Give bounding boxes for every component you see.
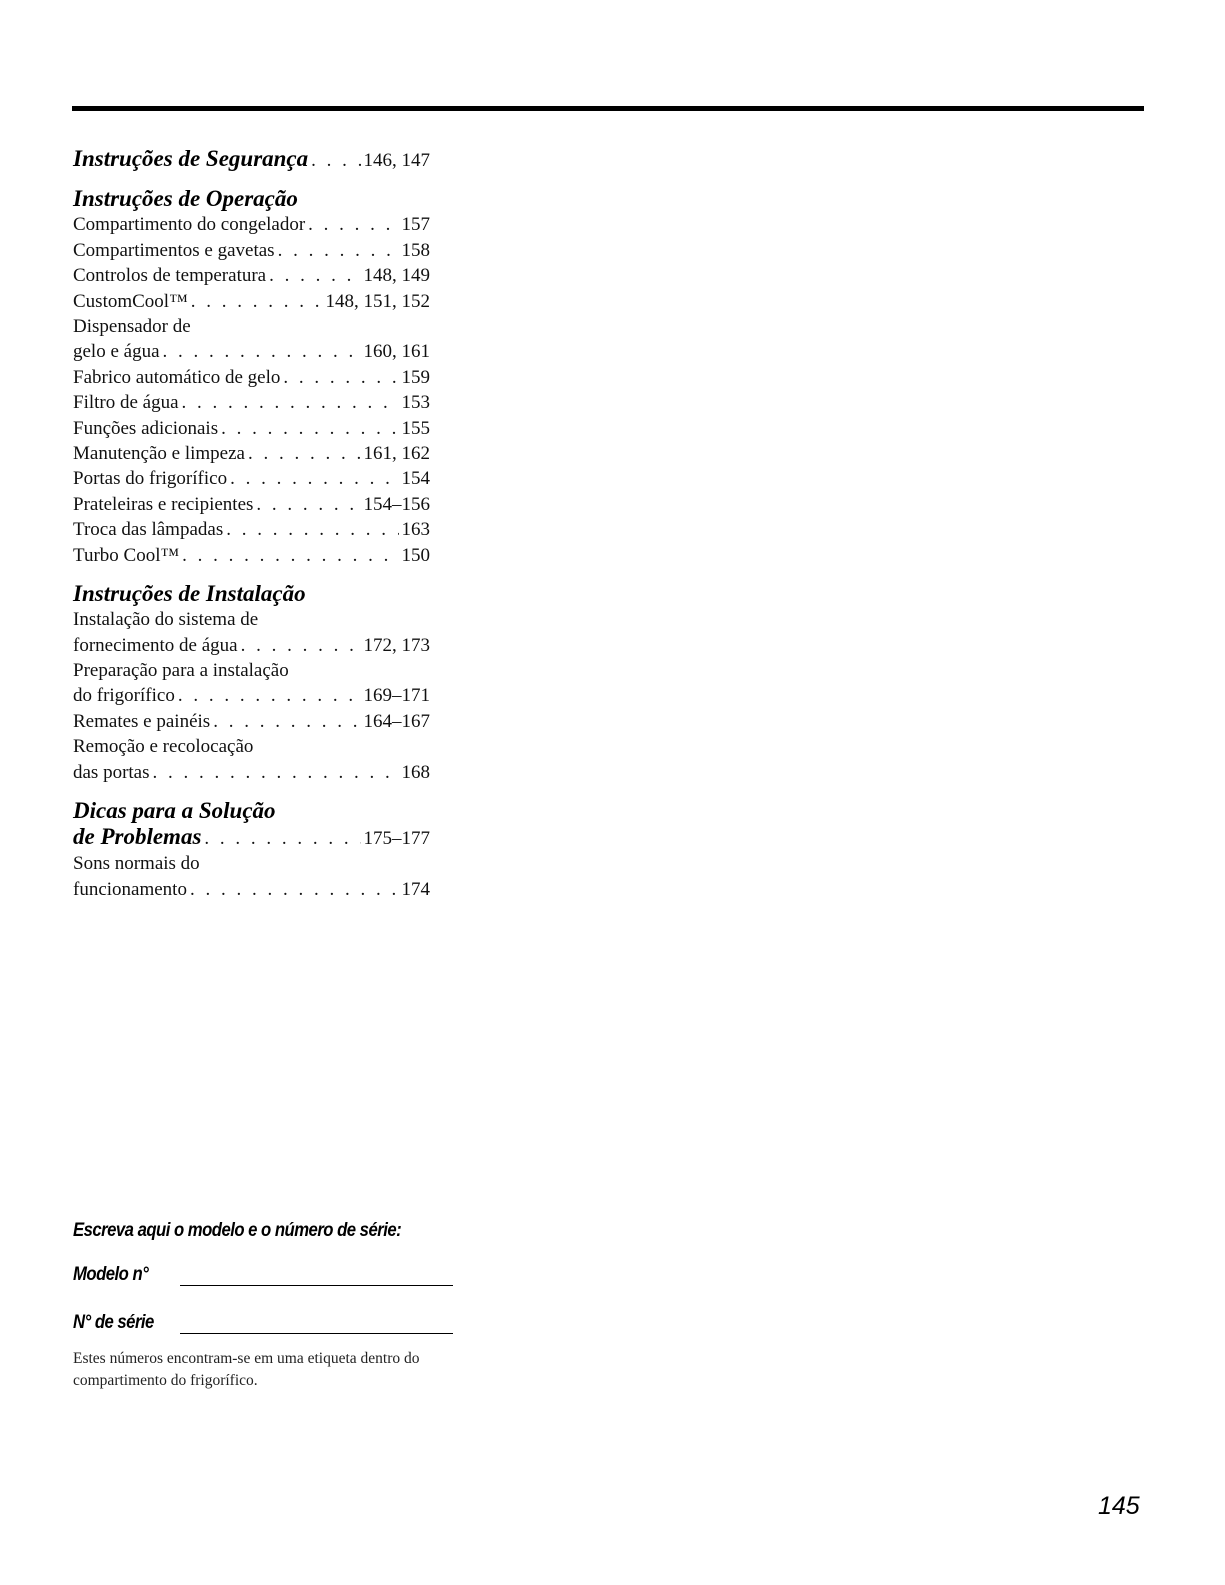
toc-label: fornecimento de água	[73, 634, 238, 656]
dot-leader	[256, 492, 360, 517]
page-number: 145	[1098, 1492, 1140, 1520]
toc-label: Fabrico automático de gelo	[73, 366, 281, 388]
dot-leader	[191, 289, 323, 314]
toc-entry[interactable]	[73, 212, 430, 237]
toc-label: do frigorífico	[73, 685, 175, 707]
toc-page-ref: 148, 151, 152	[325, 290, 430, 312]
toc-entry[interactable]	[73, 709, 430, 734]
toc-entry[interactable]	[73, 390, 430, 415]
section-title-safety: Instruções de Segurança	[73, 146, 309, 171]
dot-leader	[226, 517, 398, 542]
toc-label-continued: Instalação do sistema de	[73, 609, 259, 631]
dot-leader	[204, 826, 360, 851]
toc-page-ref: 159	[401, 366, 430, 388]
dot-leader	[248, 441, 361, 466]
toc-label: Funções adicionais	[73, 417, 219, 439]
record-note: Estes números encontram-se em uma etiqueta dentro do compartimento do frigorífico.	[73, 1350, 420, 1389]
toc-page-ref: 160, 161	[363, 341, 430, 363]
toc-page-ref: 157	[401, 214, 430, 236]
model-row	[73, 1254, 463, 1292]
table-of-contents	[73, 146, 430, 902]
dot-leader	[153, 760, 399, 785]
toc-page-ref: 146, 147	[363, 150, 430, 171]
toc-page-ref: 163	[401, 519, 430, 541]
toc-entry[interactable]	[73, 263, 430, 288]
dot-leader	[230, 466, 398, 491]
toc-page-ref: 153	[401, 392, 430, 414]
toc-page-ref: 168	[401, 761, 430, 783]
toc-page-ref: 150	[401, 544, 430, 566]
section-title-operation: Instruções de Operação	[73, 186, 298, 212]
toc-label: funcionamento	[73, 878, 187, 900]
toc-label: Prateleiras e recipientes	[73, 493, 254, 515]
toc-page-ref: 161, 162	[363, 443, 430, 465]
toc-entry[interactable]	[73, 466, 430, 491]
serial-number-field[interactable]	[180, 1308, 453, 1334]
dot-leader	[213, 709, 360, 734]
dot-leader	[182, 543, 398, 568]
toc-entry-safety[interactable]	[73, 146, 430, 173]
toc-entry[interactable]	[73, 517, 430, 542]
toc-label: Manutenção e limpeza	[73, 443, 245, 465]
model-serial-record	[73, 1218, 463, 1392]
toc-label-continued: Sons normais do	[73, 853, 200, 875]
toc-label: gelo e água	[73, 341, 160, 363]
toc-entry[interactable]	[73, 339, 430, 364]
record-heading: Escreva aqui o modelo e o número de série:	[73, 1220, 402, 1241]
toc-label-continued: Remoção e recolocação	[73, 736, 254, 758]
toc-label: Remates e painéis	[73, 710, 211, 732]
dot-leader	[283, 365, 398, 390]
toc-entry[interactable]	[73, 238, 430, 263]
dot-leader	[308, 212, 398, 237]
dot-leader	[311, 148, 360, 173]
model-label: Modelo n°	[73, 1264, 149, 1285]
toc-label: Filtro de água	[73, 392, 179, 414]
toc-label: CustomCool™	[73, 290, 188, 312]
toc-entry-troubleshooting[interactable]	[73, 824, 430, 851]
toc-page-ref: 154	[401, 468, 430, 490]
dot-leader	[278, 238, 399, 263]
toc-label: Portas do frigorífico	[73, 468, 228, 490]
serial-label: N° de série	[73, 1312, 154, 1333]
toc-page-ref: 174	[401, 878, 430, 900]
toc-entry[interactable]	[73, 543, 430, 568]
toc-entry[interactable]	[73, 760, 430, 785]
toc-label: Troca das lâmpadas	[73, 519, 224, 541]
dot-leader	[221, 416, 398, 441]
section-title-troubleshooting-cont: de Problemas	[73, 823, 202, 849]
toc-page-ref: 148, 149	[363, 265, 430, 287]
serial-row	[73, 1302, 463, 1340]
toc-entry[interactable]	[73, 492, 430, 517]
toc-page-ref: 154–156	[363, 493, 430, 515]
toc-entry[interactable]	[73, 416, 430, 441]
section-title-installation: Instruções de Instalação	[73, 581, 306, 607]
toc-entry[interactable]	[73, 441, 430, 466]
toc-page-ref: 155	[401, 417, 430, 439]
section-title-troubleshooting: Dicas para a Solução	[73, 797, 276, 823]
dot-leader	[190, 877, 399, 902]
toc-entry[interactable]	[73, 365, 430, 390]
toc-page-ref: 158	[401, 239, 430, 261]
dot-leader	[163, 339, 361, 364]
top-rule	[72, 106, 1144, 111]
toc-label: das portas	[73, 761, 150, 783]
toc-entry[interactable]	[73, 877, 430, 902]
toc-entry[interactable]	[73, 633, 430, 658]
toc-label-continued: Preparação para a instalação	[73, 659, 289, 681]
toc-page-ref: 172, 173	[363, 634, 430, 656]
dot-leader	[269, 263, 360, 288]
dot-leader	[182, 390, 399, 415]
toc-label-continued: Dispensador de	[73, 316, 191, 338]
model-number-field[interactable]	[180, 1260, 453, 1286]
toc-label: Controlos de temperatura	[73, 265, 267, 287]
dot-leader	[241, 633, 361, 658]
toc-label: Compartimento do congelador	[73, 214, 306, 236]
toc-page-ref: 169–171	[363, 685, 430, 707]
toc-label: Compartimentos e gavetas	[73, 239, 275, 261]
dot-leader	[178, 683, 361, 708]
toc-entry[interactable]	[73, 289, 430, 314]
toc-label: Turbo Cool™	[73, 544, 180, 566]
toc-page-ref: 175–177	[363, 827, 430, 849]
toc-page-ref: 164–167	[363, 710, 430, 732]
toc-entry[interactable]	[73, 683, 430, 708]
